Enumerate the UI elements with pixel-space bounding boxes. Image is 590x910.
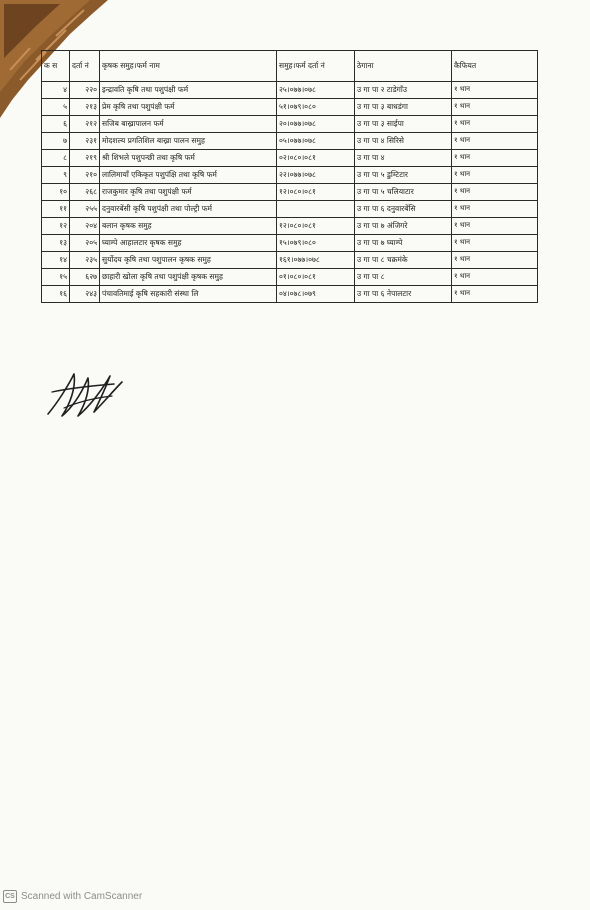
serial-cell: ८ bbox=[42, 150, 70, 167]
address-cell: उ गा पा ८ bbox=[355, 269, 452, 286]
handwritten-signature bbox=[44, 362, 126, 420]
group-reg-no-cell: १५।०७९।०८० bbox=[277, 235, 355, 252]
remarks-cell: १ थान bbox=[452, 82, 538, 99]
table-row bbox=[42, 201, 538, 218]
remarks-cell: १ थान bbox=[452, 116, 538, 133]
reg-no-cell: २१२ bbox=[70, 116, 100, 133]
column-header-reg-no: दर्ता नं bbox=[70, 51, 100, 82]
table-row bbox=[42, 252, 538, 269]
column-header-name: कृषक समुह।फर्म नाम bbox=[100, 51, 277, 82]
serial-cell: १६ bbox=[42, 286, 70, 303]
serial-cell: ७ bbox=[42, 133, 70, 150]
name-cell: श्री शिभले पशुपन्छी तथा कृषि फर्म bbox=[100, 150, 277, 167]
address-cell: उ गा पा ८ चक्रमंके bbox=[355, 252, 452, 269]
name-cell: इन्द्रावति कृषि तथा पशुपंक्षी फर्म bbox=[100, 82, 277, 99]
table-row bbox=[42, 116, 538, 133]
group-reg-no-cell: १२।०८०।०८१ bbox=[277, 218, 355, 235]
reg-no-cell: २४३ bbox=[70, 286, 100, 303]
name-cell: सजिब बाख्रापालन फर्म bbox=[100, 116, 277, 133]
name-cell: पंचावतिमाई कृषि सहकारी संस्था लि bbox=[100, 286, 277, 303]
table-row bbox=[42, 235, 538, 252]
camscanner-watermark bbox=[3, 890, 142, 903]
group-reg-no-cell: १२।०८०।०८१ bbox=[277, 184, 355, 201]
name-cell: छाहारी खोला कृषि तथा पशुपंक्षी कृषक समुह bbox=[100, 269, 277, 286]
serial-cell: १५ bbox=[42, 269, 70, 286]
name-cell: राजकुमार कृषि तथा पशुपंक्षी फर्म bbox=[100, 184, 277, 201]
reg-no-cell: २५५ bbox=[70, 201, 100, 218]
address-cell: उ गा पा ४ सिरिसे bbox=[355, 133, 452, 150]
table-row bbox=[42, 150, 538, 167]
address-cell: उ गा पा ६ नेपालटार bbox=[355, 286, 452, 303]
name-cell: घ्याम्पे आहालटार कृषक समुह bbox=[100, 235, 277, 252]
name-cell: बलान कृषक समुह bbox=[100, 218, 277, 235]
table-row bbox=[42, 286, 538, 303]
remarks-cell: १ थान bbox=[452, 269, 538, 286]
address-cell: उ गा पा ३ साईपा bbox=[355, 116, 452, 133]
remarks-cell: १ थान bbox=[452, 235, 538, 252]
watermark-text: Scanned with CamScanner bbox=[21, 891, 143, 902]
remarks-cell: १ थान bbox=[452, 252, 538, 269]
reg-no-cell: ६२७ bbox=[70, 269, 100, 286]
address-cell: उ गा पा ३ बाधडंगा bbox=[355, 99, 452, 116]
serial-cell: ९ bbox=[42, 167, 70, 184]
group-reg-no-cell: २०।०७७।०७८ bbox=[277, 116, 355, 133]
reg-no-cell: २१० bbox=[70, 167, 100, 184]
serial-cell: ५ bbox=[42, 99, 70, 116]
group-reg-no-cell: ०५।०७७।०७८ bbox=[277, 133, 355, 150]
group-reg-no-cell: ०१।०८०।०८१ bbox=[277, 269, 355, 286]
group-reg-no-cell: १६१।०७७।०७८ bbox=[277, 252, 355, 269]
group-reg-no-cell: २२।०७७।०७८ bbox=[277, 167, 355, 184]
serial-cell: १४ bbox=[42, 252, 70, 269]
address-cell: उ गा पा ५ डुम्टिटार bbox=[355, 167, 452, 184]
table-row bbox=[42, 99, 538, 116]
name-cell: सुर्योदय कृषि तथा पशुपालन कृषक समुह bbox=[100, 252, 277, 269]
reg-no-cell: २१९ bbox=[70, 150, 100, 167]
group-reg-no-cell: ०४।०७८।०७९ bbox=[277, 286, 355, 303]
address-cell: उ गा पा ७ घ्याम्पे bbox=[355, 235, 452, 252]
serial-cell: ११ bbox=[42, 201, 70, 218]
address-cell: उ गा पा ७ अंजिगरे bbox=[355, 218, 452, 235]
column-header-serial: क स bbox=[42, 51, 70, 82]
column-header-group-reg-no: समुह।फर्म दर्ता नं bbox=[277, 51, 355, 82]
remarks-cell: १ थान bbox=[452, 99, 538, 116]
reg-no-cell: २१३ bbox=[70, 99, 100, 116]
serial-cell: १२ bbox=[42, 218, 70, 235]
reg-no-cell: २०४ bbox=[70, 218, 100, 235]
name-cell: प्रेम कृषि तथा पशुपंक्षी फर्म bbox=[100, 99, 277, 116]
table-row bbox=[42, 82, 538, 99]
reg-no-cell: २६८ bbox=[70, 184, 100, 201]
name-cell: मोदशल्य प्रगतिशिल बाख्रा पालन समुह bbox=[100, 133, 277, 150]
camscanner-logo-icon: CS bbox=[3, 890, 17, 903]
table-row bbox=[42, 184, 538, 201]
group-reg-no-cell: २५।०७७।०७८ bbox=[277, 82, 355, 99]
table-row bbox=[42, 167, 538, 184]
reg-no-cell: २२० bbox=[70, 82, 100, 99]
table-row bbox=[42, 133, 538, 150]
remarks-cell: १ थान bbox=[452, 201, 538, 218]
column-header-remarks: कैफियत bbox=[452, 51, 538, 82]
serial-cell: १० bbox=[42, 184, 70, 201]
reg-no-cell: २०५ bbox=[70, 235, 100, 252]
remarks-cell: १ थान bbox=[452, 184, 538, 201]
remarks-cell: १ थान bbox=[452, 286, 538, 303]
serial-cell: १३ bbox=[42, 235, 70, 252]
table-row bbox=[42, 269, 538, 286]
remarks-cell: १ थान bbox=[452, 218, 538, 235]
table-row bbox=[42, 218, 538, 235]
address-cell: उ गा पा ४ bbox=[355, 150, 452, 167]
remarks-cell: १ थान bbox=[452, 150, 538, 167]
group-reg-no-cell: ०२।०८०।०८१ bbox=[277, 150, 355, 167]
address-cell: उ गा पा ६ दनुवारबेंसि bbox=[355, 201, 452, 218]
serial-cell: ४ bbox=[42, 82, 70, 99]
reg-no-cell: २३५ bbox=[70, 252, 100, 269]
address-cell: उ गा पा २ टाडेगाँउ bbox=[355, 82, 452, 99]
table-body bbox=[42, 82, 538, 303]
address-cell: उ गा पा ५ चलियाटार bbox=[355, 184, 452, 201]
group-reg-no-cell bbox=[277, 201, 355, 218]
table-header-row bbox=[42, 51, 538, 82]
group-reg-no-cell: ५१।०७९।०८० bbox=[277, 99, 355, 116]
remarks-cell: १ थान bbox=[452, 167, 538, 184]
remarks-cell: १ थान bbox=[452, 133, 538, 150]
column-header-address: ठेगाना bbox=[355, 51, 452, 82]
serial-cell: ६ bbox=[42, 116, 70, 133]
registration-table bbox=[41, 50, 538, 303]
reg-no-cell: २३१ bbox=[70, 133, 100, 150]
name-cell: दनुवारबेंसी कृषि पशुपंक्षी तथा पोल्ट्री फर्म bbox=[100, 201, 277, 218]
name-cell: लालिमायाँ एकिकृत पशुपंक्षि तथा कृषि फर्म bbox=[100, 167, 277, 184]
